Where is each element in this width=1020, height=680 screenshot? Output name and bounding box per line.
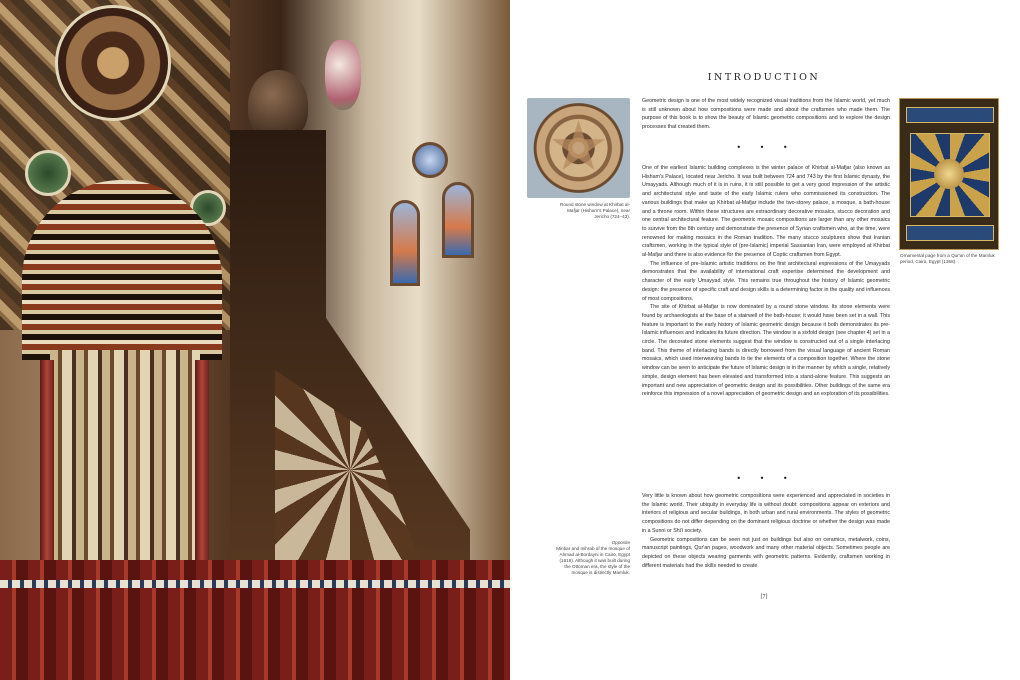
- page-number: [7]: [760, 594, 768, 600]
- caption-opposite: [555, 540, 630, 576]
- intro-paragraph: [642, 97, 890, 132]
- caption-opposite-label: Opposite: [611, 540, 630, 545]
- caption-quran-page: Ornamental page from a Qur'an of the Mamluk period, Cairo, Egypt (1368).: [900, 253, 995, 264]
- caption-stone-window: Round stone window at Khirbat al-Mafjar (Hisham's Palace), near Jericho (724–43).: [560, 202, 630, 219]
- paragraph: Geometric compositions can be seen not just on buildings but also on ceramics, metalwork, coins, manuscript paintings, Qur'an pages, woodwork and many other material objects. Sometimes people are depicted on these objects wearing garments with geometric patterns. Evidently, craftsmen working in different materials had the skills needed to create: [642, 536, 890, 569]
- section-divider: • • •: [736, 143, 796, 152]
- caption-opposite-text: Minbar and mihrab of the mosque of Ahmad al-Bordayni in Cairo, Egypt (1616). Although it was built during the Ottoman era, the style of the mosque is distinctly Mamluk.: [556, 546, 630, 575]
- section-divider: • • •: [736, 474, 796, 483]
- paragraph: Very little is known about how geometric compositions were experienced and appreciated in societies in the Islamic world. Their ubiquity in everyday life is without doubt: compositions appear on exteriors and interiors of religious and secular buildings, in both urban and rural environments. The styles of geometric compositions do not differ depending on the dominant religious doctrine or whether the design was made in a Sunni or Shi'i society.: [642, 493, 890, 534]
- paragraph: The influence of pre-Islamic artistic traditions on the first architectural expressions of the Umayyads demonstrates that the availability of international craft expertise determined the development and character of the early Umayyad style. This remains true throughout the history of Islamic geometric design: the presence of specific craft and design skills is a determining factor in the quality and influences of most compositions.: [642, 260, 890, 302]
- quran-page-image: [899, 98, 999, 250]
- paragraph: Geometric design is one of the most widely recognized visual traditions from the Islamic world, yet much is still unknown about how compositions were made and about the craftsmen who made them. The purpose of this book is to show the beauty of Islamic geometric compositions and to explore the design processes that created them.: [642, 98, 890, 131]
- closing-text: [642, 492, 890, 570]
- main-text: [642, 164, 890, 399]
- chapter-heading: INTRODUCTION: [707, 72, 821, 83]
- paragraph: The site of Khirbat al-Mafjar is now dominated by a round stone window. Its stone elements were found by archaeologists at the base of a stairwell of the bath-house; it would have been set in a wall. This feature is important to the early history of Islamic geometric design because it both demonstrates its pre-Islamic influences and indicates its future direction. The window is a sixfold design (see chapter 4) set in a circle. The decorated stone elements suggest that the window is constructed out of a single interlacing band. This theme of interlacing bands is directly borrowed from the visual language of ancient Roman mosaics, which used interweaving bands to tie the elements of a composition together. Where the stone window can be seen to anticipate the future of Islamic design is in the manner by which a single, relatively simple, design element has been elevated and transformed into a stand-alone feature. This suggests an important and new appreciation of geometric design and its possibilities. Other buildings of the same era reinforce this impression of a novel appreciation of geometric design and an exploration of its possibilities.: [642, 304, 890, 398]
- stone-window-image: [527, 98, 630, 198]
- paragraph: One of the earliest Islamic building complexes is the winter palace of Khirbat al-Mafjar (also known as Hisham's Palace), located near Jericho. It was built between 724 and 743 by the first Islamic dynasty, the Umayyads. Although much of it is in ruins, it is still possible to get a very good impression of the artistic and architectural style and taste of the early Islamic rulers who commissioned its construction. The various buildings that make up Khirbat al-Mafjar include the two-storey palace, a mosque, a bath-house and a throne room. Within these structures are extraordinary decorative mosaics, stucco decoration and one central architectural feature. The geometric mosaic compositions are larger than any other mosaics to survive from the 8th century and demonstrate the presence of Syrian craftsmen who, at the time, were renowned for making mosaics in the Roman tradition. The many stucco sculptures show that Iranian craftsmen, working in the typical style of (pre-Islamic) imperial Sassanian Iran, were employed at Khirbat al-Mafjar and there is also evidence for the presence of Coptic craftsmen from Egypt.: [642, 165, 890, 259]
